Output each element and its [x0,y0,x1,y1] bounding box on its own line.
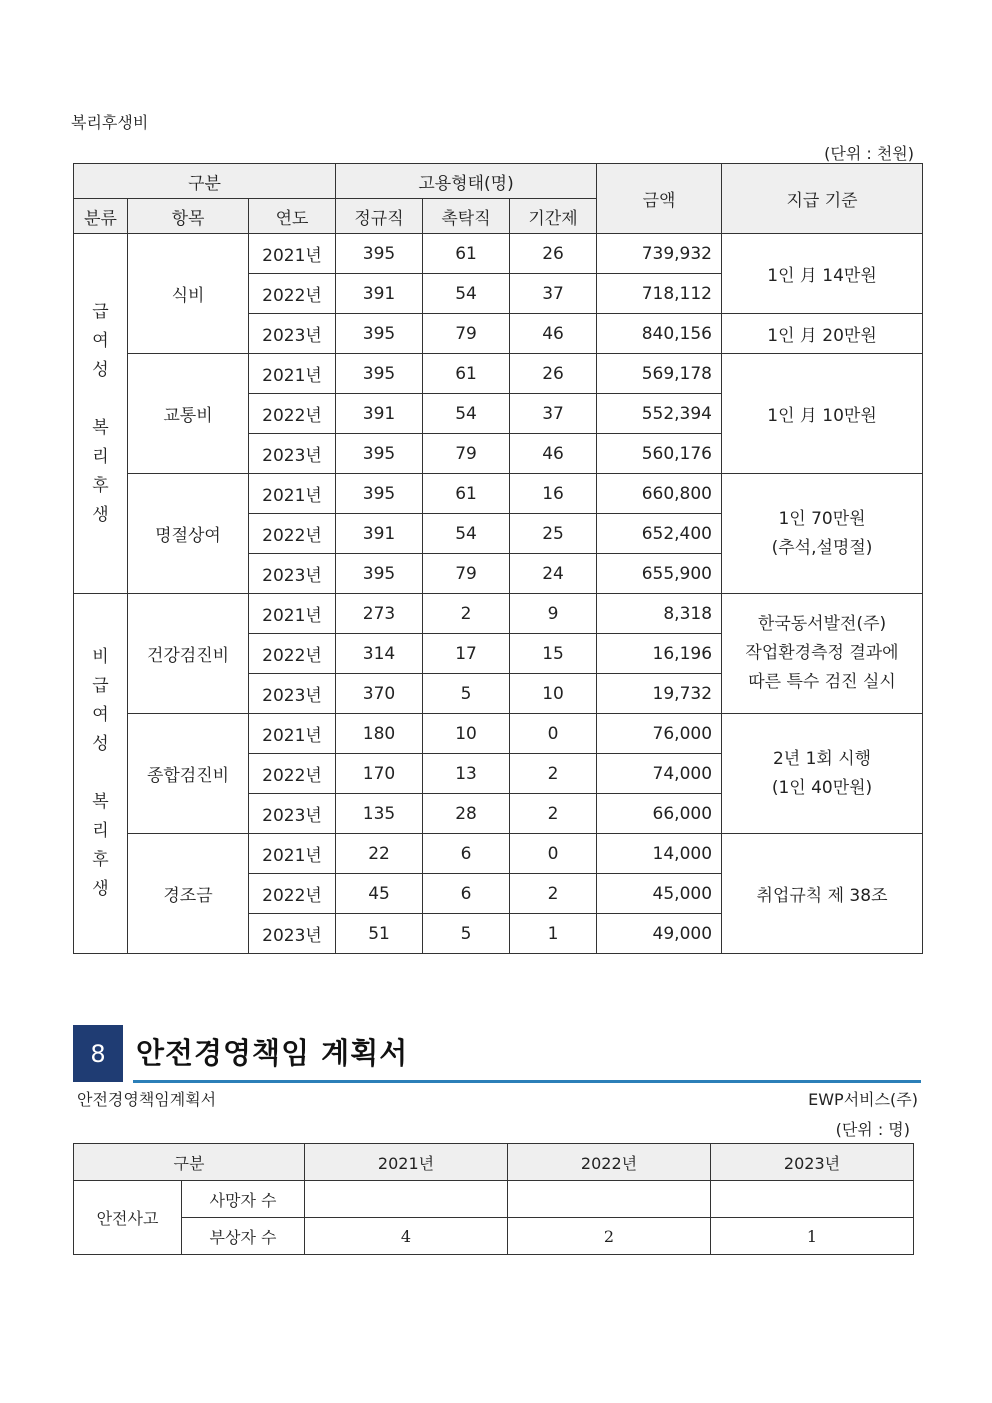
cell-amount: 19,732 [597,674,722,714]
table-row [74,1181,914,1218]
safety-cell: 4 [305,1218,508,1255]
cell-amount: 739,932 [597,234,722,274]
cell-year: 2023년 [249,794,336,834]
category-salary-welfare: 급 여 성 복 리 후 생 [74,234,128,594]
header-amount: 금액 [597,164,722,234]
safety-cell [711,1181,914,1218]
criteria-holiday: 1인 70만원 (추석,설명절) [722,474,923,594]
welfare-table [73,163,923,954]
item-transport: 교통비 [128,354,249,474]
cell-amount: 560,176 [597,434,722,474]
cell-temporary: 37 [510,274,597,314]
cell-year: 2023년 [249,554,336,594]
cell-contract: 6 [423,874,510,914]
header-criteria: 지급 기준 [722,164,923,234]
cell-year: 2022년 [249,274,336,314]
cell-year: 2022년 [249,514,336,554]
cell-amount: 76,000 [597,714,722,754]
safety-caption: 안전경영책임계획서 [77,1090,217,1109]
welfare-unit: (단위 : 천원) [824,144,914,163]
cell-contract: 61 [423,354,510,394]
item-holiday: 명절상여 [128,474,249,594]
safety-cell [508,1181,711,1218]
cell-regular: 395 [336,314,423,354]
cell-contract: 54 [423,394,510,434]
cell-amount: 718,112 [597,274,722,314]
table-row [74,594,923,634]
cell-contract: 10 [423,714,510,754]
header-item: 항목 [128,199,249,234]
cell-temporary: 37 [510,394,597,434]
safety-cell [305,1181,508,1218]
header-regular: 정규직 [336,199,423,234]
cell-amount: 74,000 [597,754,722,794]
cell-temporary: 2 [510,794,597,834]
cell-year: 2021년 [249,474,336,514]
criteria-condolence: 취업규칙 제 38조 [722,834,923,954]
table-row [74,234,923,274]
cell-contract: 17 [423,634,510,674]
safety-group: 안전사고 [74,1181,182,1255]
table-row [74,1218,914,1255]
cell-regular: 395 [336,354,423,394]
cell-amount: 8,318 [597,594,722,634]
cell-amount: 16,196 [597,634,722,674]
cell-amount: 552,394 [597,394,722,434]
criteria-transport: 1인 月 10만원 [722,354,923,474]
welfare-caption: 복리후생비 [71,113,149,132]
cell-amount: 652,400 [597,514,722,554]
criteria-meal-1: 1인 月 14만원 [722,234,923,314]
cell-year: 2022년 [249,754,336,794]
cell-amount: 45,000 [597,874,722,914]
cell-year: 2021년 [249,594,336,634]
safety-company: EWP서비스(주) [808,1090,918,1109]
criteria-health: 한국동서발전(주) 작업환경측정 결과에 따른 특수 검진 실시 [722,594,923,714]
cell-year: 2023년 [249,674,336,714]
safety-header-year: 2023년 [711,1144,914,1181]
cell-regular: 391 [336,274,423,314]
cell-year: 2022년 [249,634,336,674]
cell-amount: 66,000 [597,794,722,834]
cell-temporary: 16 [510,474,597,514]
criteria-comprehensive: 2년 1회 시행 (1인 40만원) [722,714,923,834]
safety-cell: 2 [508,1218,711,1255]
cell-contract: 79 [423,314,510,354]
safety-header-year: 2022년 [508,1144,711,1181]
cell-regular: 45 [336,874,423,914]
section-title: 안전경영책임 계획서 [136,1036,409,1070]
cell-year: 2022년 [249,394,336,434]
category-nonsalary-welfare: 비 급 여 성 복 리 후 생 [74,594,128,954]
cell-temporary: 46 [510,314,597,354]
cell-amount: 14,000 [597,834,722,874]
cell-temporary: 26 [510,354,597,394]
cell-temporary: 2 [510,874,597,914]
cell-year: 2023년 [249,914,336,954]
table-row [74,474,923,514]
cell-contract: 28 [423,794,510,834]
cell-contract: 2 [423,594,510,634]
cell-temporary: 46 [510,434,597,474]
cell-temporary: 9 [510,594,597,634]
table-row [74,834,923,874]
cell-contract: 79 [423,554,510,594]
safety-row-label: 사망자 수 [182,1181,305,1218]
cell-amount: 840,156 [597,314,722,354]
cell-amount: 569,178 [597,354,722,394]
header-employment: 고용형태(명) [336,164,597,199]
header-temporary: 기간제 [510,199,597,234]
criteria-meal-2: 1인 月 20만원 [722,314,923,354]
cell-contract: 79 [423,434,510,474]
cell-regular: 273 [336,594,423,634]
cell-regular: 391 [336,514,423,554]
safety-header-year: 2021년 [305,1144,508,1181]
cell-regular: 370 [336,674,423,714]
cell-amount: 660,800 [597,474,722,514]
item-meal: 식비 [128,234,249,354]
cell-regular: 170 [336,754,423,794]
cell-regular: 391 [336,394,423,434]
table-row [74,714,923,754]
cell-contract: 5 [423,914,510,954]
cell-regular: 180 [336,714,423,754]
header-contract: 촉탁직 [423,199,510,234]
section-number-badge: 8 [73,1025,123,1082]
item-health: 건강검진비 [128,594,249,714]
cell-contract: 61 [423,234,510,274]
cell-regular: 22 [336,834,423,874]
cell-contract: 5 [423,674,510,714]
cell-temporary: 0 [510,714,597,754]
cell-year: 2023년 [249,434,336,474]
section-underline [133,1080,921,1083]
safety-unit: (단위 : 명) [835,1120,910,1139]
cell-temporary: 25 [510,514,597,554]
cell-year: 2022년 [249,874,336,914]
safety-cell: 1 [711,1218,914,1255]
cell-temporary: 26 [510,234,597,274]
safety-table [73,1143,914,1255]
header-year: 연도 [249,199,336,234]
cell-temporary: 1 [510,914,597,954]
cell-temporary: 0 [510,834,597,874]
cell-contract: 54 [423,514,510,554]
cell-temporary: 10 [510,674,597,714]
item-comprehensive: 종합검진비 [128,714,249,834]
cell-contract: 6 [423,834,510,874]
cell-regular: 395 [336,434,423,474]
header-gubun: 구분 [74,164,336,199]
cell-regular: 395 [336,474,423,514]
cell-amount: 655,900 [597,554,722,594]
cell-contract: 54 [423,274,510,314]
table-row [74,354,923,394]
cell-regular: 314 [336,634,423,674]
header-category: 분류 [74,199,128,234]
cell-temporary: 2 [510,754,597,794]
cell-regular: 135 [336,794,423,834]
safety-header-gubun: 구분 [74,1144,305,1181]
cell-amount: 49,000 [597,914,722,954]
cell-temporary: 15 [510,634,597,674]
cell-year: 2021년 [249,834,336,874]
cell-year: 2021년 [249,234,336,274]
cell-regular: 395 [336,234,423,274]
cell-year: 2021년 [249,714,336,754]
cell-regular: 51 [336,914,423,954]
safety-row-label: 부상자 수 [182,1218,305,1255]
cell-regular: 395 [336,554,423,594]
cell-contract: 13 [423,754,510,794]
cell-contract: 61 [423,474,510,514]
cell-year: 2021년 [249,354,336,394]
cell-temporary: 24 [510,554,597,594]
cell-year: 2023년 [249,314,336,354]
item-condolence: 경조금 [128,834,249,954]
